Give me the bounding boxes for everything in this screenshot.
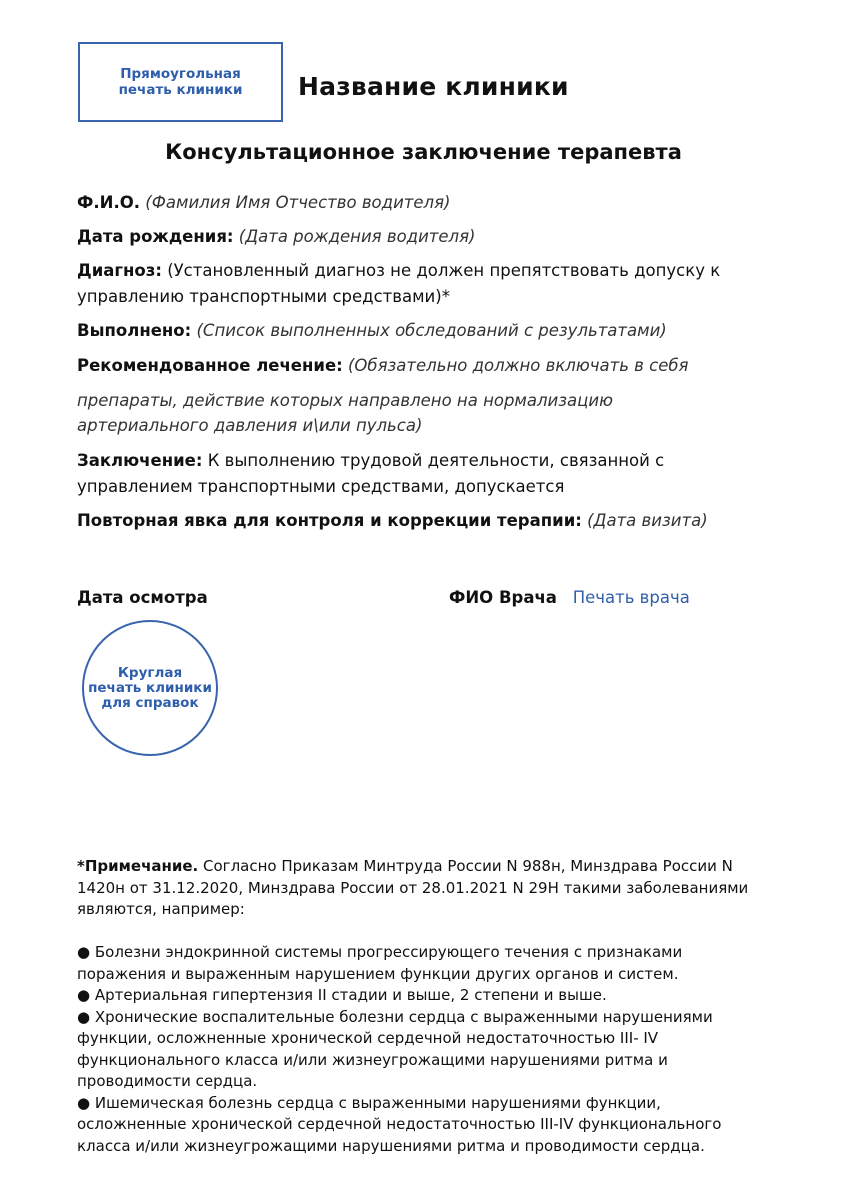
list-item <box>77 1007 777 1029</box>
list-item <box>77 985 777 1007</box>
treatment-value: (Обязательно должно включать в себя <box>348 356 689 375</box>
list-item-text: функционального класса и/или жизнеугрожащими нарушениями ритма и <box>77 1050 668 1069</box>
done-label: Выполнено: <box>77 321 192 340</box>
diagnosis-label: Диагноз: <box>77 261 162 280</box>
repeat-visit-field <box>77 508 708 534</box>
treatment-value-cont: артериального давления и\или пульса) <box>77 416 423 435</box>
treatment-field <box>77 353 688 379</box>
dob-value: (Дата рождения водителя) <box>238 227 476 246</box>
exam-date-text: Дата осмотра <box>77 588 208 607</box>
stamp-text: для справок <box>101 694 199 711</box>
list-item-text: класса и/или жизнеугрожащими нарушениями ритма и проводимости сердца. <box>77 1136 705 1155</box>
bullet-icon: ● <box>77 1093 91 1112</box>
list-item-text: Хронические воспалительные болезни сердца с выраженными нарушениями <box>94 1007 713 1026</box>
list-item-text: функции, осложненные хронической сердечной недостаточностью III- IV <box>77 1029 659 1047</box>
note-label: *Примечание. <box>77 857 199 875</box>
treatment-label: Рекомендованное лечение: <box>77 356 343 375</box>
bullet-icon: ● <box>77 1007 91 1026</box>
fio-field <box>77 190 450 216</box>
footnote <box>77 856 777 1157</box>
list-item-text: Болезни эндокринной системы прогрессирующего течения с признаками <box>94 943 683 961</box>
bullet-icon: ● <box>77 986 91 1004</box>
conclusion-label: Заключение: <box>77 451 203 470</box>
list-item-text: осложненные хронической сердечной недостаточностью III-IV функционального <box>77 1115 722 1133</box>
doctor-field <box>449 585 690 611</box>
rectangular-clinic-stamp <box>78 42 283 122</box>
done-field <box>77 318 667 344</box>
fio-value: (Фамилия Имя Отчество водителя) <box>145 193 451 212</box>
dob-label: Дата рождения: <box>77 227 234 246</box>
fio-label: Ф.И.О. <box>77 193 141 212</box>
conclusion-value-cont: управлением транспортными средствами, допускается <box>77 477 565 496</box>
list-item-text: Ишемическая болезнь сердца с выраженными нарушениями функции, <box>94 1093 661 1112</box>
conclusion-field <box>77 448 664 474</box>
round-clinic-stamp <box>82 620 218 756</box>
conclusion-value: К выполнению трудовой деятельности, связанной с <box>207 451 665 470</box>
treatment-value-cont: препараты, действие которых направлено на нормализацию <box>77 391 613 410</box>
list-item-text: Артериальная гипертензия II стадии и выше, 2 степени и выше. <box>94 986 607 1004</box>
list-item-text: поражения и выраженным нарушением функции других органов и систем. <box>77 964 679 983</box>
repeat-label: Повторная явка для контроля и коррекции терапии: <box>77 511 582 530</box>
stamp-text: печать клиники <box>88 679 212 696</box>
stamp-text: Прямоугольная <box>120 66 241 82</box>
diagnosis-field <box>77 258 720 284</box>
dob-field <box>77 224 475 250</box>
repeat-value: (Дата визита) <box>587 511 708 530</box>
list-item <box>77 1093 777 1115</box>
doctor-label: ФИО Врача <box>449 588 557 607</box>
diagnosis-value-cont: управлению транспортными средствами)* <box>77 287 450 306</box>
note-text: Согласно Приказам Минтруда России N 988н, Минздрава России N <box>203 857 733 875</box>
document-title: Консультационное заключение терапевта <box>165 140 682 164</box>
stamp-text: Круглая <box>117 664 183 681</box>
clinic-name: Название клиники <box>298 72 569 101</box>
bullet-icon: ● <box>77 943 91 961</box>
note-text: являются, например: <box>77 900 245 918</box>
exam-date-label <box>77 585 208 611</box>
done-value: (Список выполненных обследований с результатами) <box>196 321 667 340</box>
list-item-text: проводимости сердца. <box>77 1072 258 1090</box>
list-item <box>77 942 777 964</box>
note-text: 1420н от 31.12.2020, Минздрава России от 28.01.2021 N 29Н такими заболеваниями <box>77 878 749 897</box>
stamp-text: печать клиники <box>118 82 243 98</box>
doctor-stamp: Печать врача <box>572 588 690 607</box>
diagnosis-value: (Установленный диагноз не должен препятствовать допуску к <box>167 261 721 280</box>
